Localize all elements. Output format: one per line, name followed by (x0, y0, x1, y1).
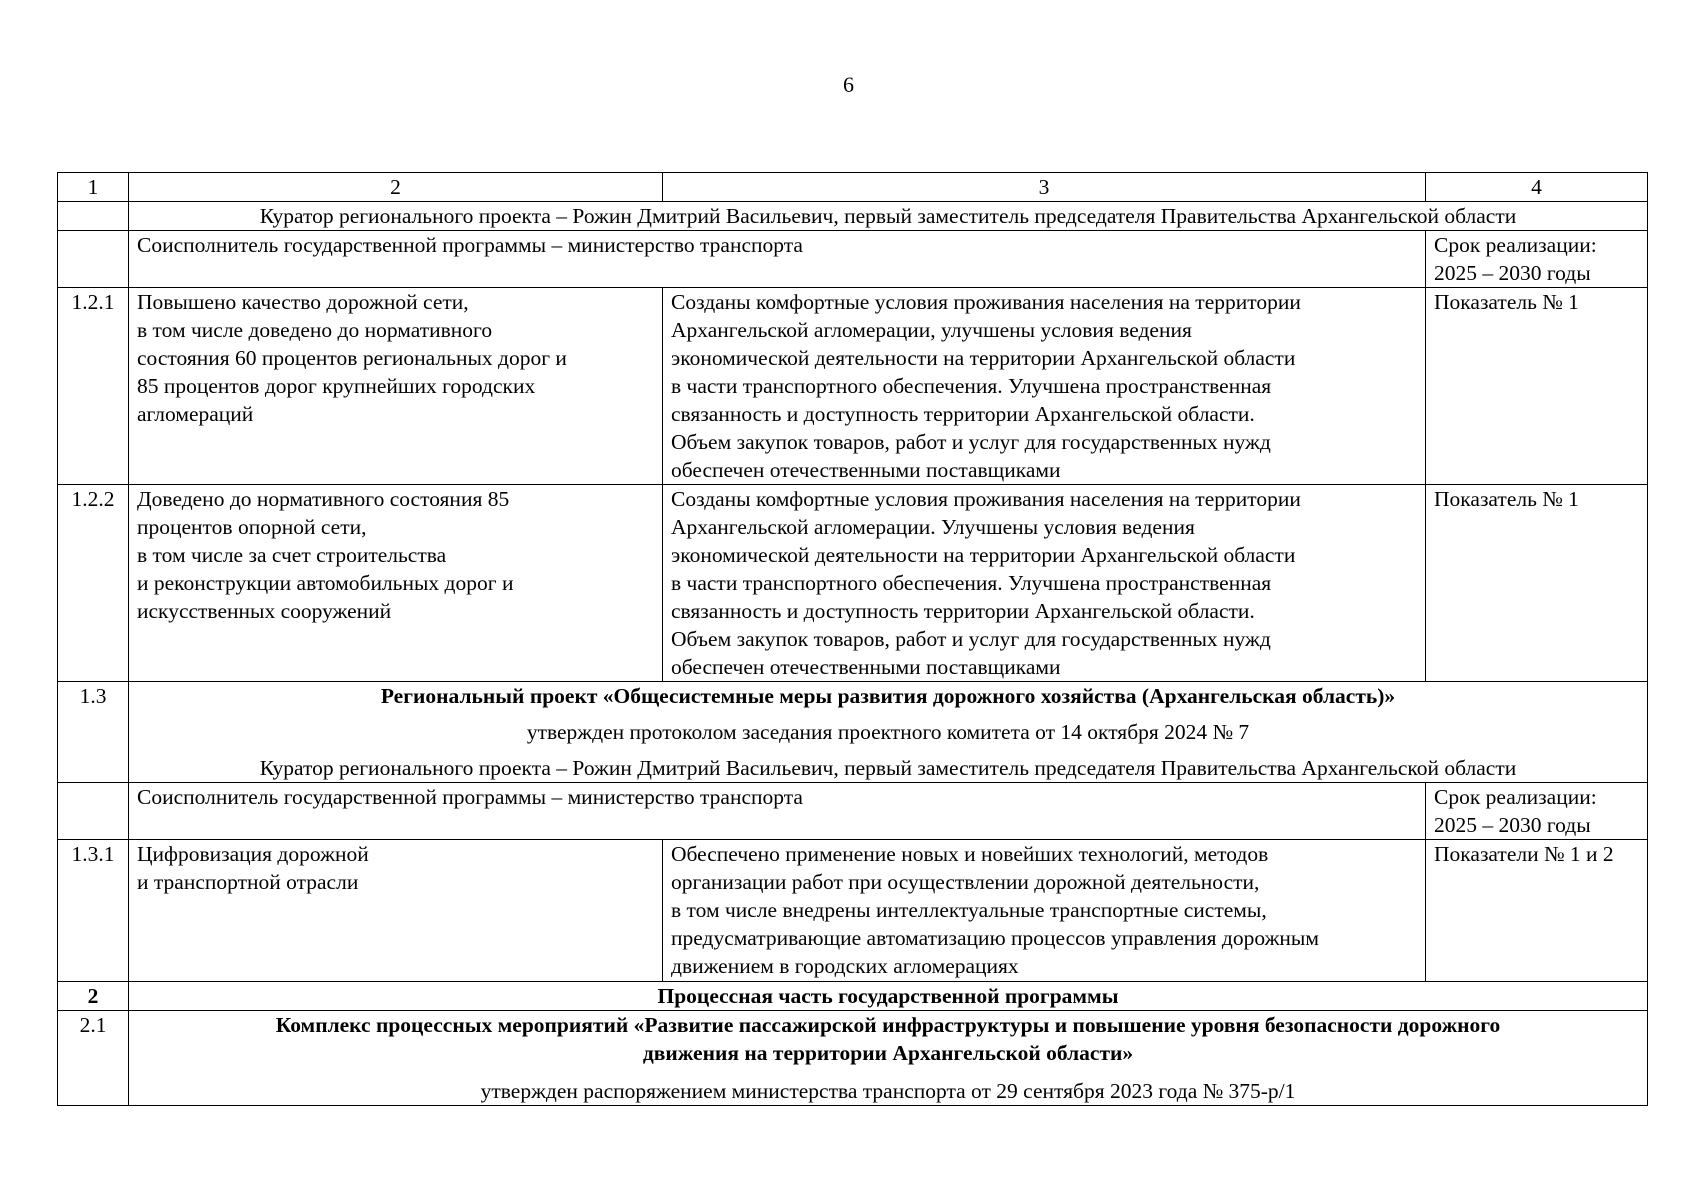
effect-line: Созданы комфортные условия проживания населения на территории (671, 487, 1301, 511)
section-number: 2 (58, 982, 129, 1011)
table-row-1-2-1 (58, 288, 1648, 485)
coexecutor-row (58, 783, 1648, 840)
section-approved: утвержден протоколом заседания проектного комитета от 14 октября 2024 № 7 (526, 720, 1250, 744)
section-title-line: движения на территории Архангельской области» (642, 1041, 1134, 1065)
indicator-cell: Показатель № 1 (1426, 485, 1648, 682)
effect-cell (663, 288, 1426, 485)
term-label: Срок реализации: (1434, 233, 1597, 257)
indicator-cell: Показатели № 1 и 2 (1426, 840, 1648, 982)
task-cell (129, 288, 663, 485)
effect-cell (663, 485, 1426, 682)
effect-line: экономической деятельности на территории Архангельской области (671, 346, 1296, 370)
task-line: Доведено до нормативного состояния 85 (137, 487, 510, 511)
section-number: 2.1 (58, 1011, 129, 1106)
section-title: Процессная часть государственной программы (129, 982, 1648, 1011)
curator-row (58, 202, 1648, 231)
row-number: 1.3.1 (58, 840, 129, 982)
effect-line: в том числе внедрены интеллектуальные транспортные системы, (671, 898, 1267, 922)
term-years: 2025 – 2030 годы (1434, 261, 1591, 285)
task-line: Повышено качество дорожной сети, (137, 290, 469, 314)
task-line: состояния 60 процентов региональных дорог и (137, 346, 567, 370)
effect-line: Архангельской агломерации, улучшены условия ведения (671, 318, 1192, 342)
section-number: 1.3 (58, 682, 129, 783)
implementation-term (1426, 783, 1648, 840)
effect-cell (663, 840, 1426, 982)
section-title: Региональный проект «Общесистемные меры развития дорожного хозяйства (Архангельская область)» (380, 684, 1396, 708)
term-years: 2025 – 2030 годы (1434, 813, 1591, 837)
table-row-1-3-1 (58, 840, 1648, 982)
effect-line: Объем закупок товаров, работ и услуг для государственных нужд (671, 430, 1271, 454)
effect-line: экономической деятельности на территории Архангельской области (671, 543, 1296, 567)
task-line: искусственных сооружений (137, 599, 392, 623)
table-header-row (58, 173, 1648, 202)
table-row-1-2-2 (58, 485, 1648, 682)
task-line: и реконструкции автомобильных дорог и (137, 571, 514, 595)
task-cell (129, 840, 663, 982)
section-cell (129, 1011, 1648, 1106)
section-curator: Куратор регионального проекта – Рожин Дмитрий Васильевич, первый заместитель председателя Правительства Архангельской области (259, 756, 1517, 780)
implementation-term (1426, 231, 1648, 288)
effect-line: организации работ при осуществлении дорожной деятельности, (671, 870, 1260, 894)
header-col-4: 4 (1426, 173, 1648, 202)
section-row-2-1 (58, 1011, 1648, 1106)
header-col-2: 2 (129, 173, 663, 202)
effect-line: Архангельской агломерации. Улучшены условия ведения (671, 515, 1195, 539)
section-row-2 (58, 982, 1648, 1011)
effect-line: предусматривающие автоматизацию процессов управления дорожным (671, 926, 1319, 950)
program-table (57, 172, 1648, 1106)
task-line: 85 процентов дорог крупнейших городских (137, 374, 536, 398)
term-label: Срок реализации: (1434, 785, 1597, 809)
effect-line: в части транспортного обеспечения. Улучшена пространственная (671, 374, 1272, 398)
section-cell (129, 682, 1648, 783)
curator-text: Куратор регионального проекта – Рожин Дмитрий Васильевич, первый заместитель председателя Правительства Архангельской области (129, 202, 1648, 231)
effect-line: Обеспечено применение новых и новейших технологий, методов (671, 842, 1269, 866)
section-approved: утвержден распоряжением министерства транспорта от 29 сентября 2023 года № 375-р/1 (480, 1079, 1296, 1103)
section-title-line: Комплекс процессных мероприятий «Развитие пассажирской инфраструктуры и повышение уровня безопасности дорожного (275, 1013, 1501, 1037)
task-line: в том числе доведено до нормативного (137, 318, 493, 342)
coexecutor-text: Соисполнитель государственной программы – министерство транспорта (129, 231, 1426, 288)
page-number: 6 (843, 72, 854, 97)
effect-line: связанность и доступность территории Архангельской области. (671, 599, 1255, 623)
effect-line: связанность и доступность территории Архангельской области. (671, 402, 1255, 426)
task-line: процентов опорной сети, (137, 515, 367, 539)
effect-line: Созданы комфортные условия проживания населения на территории (671, 290, 1301, 314)
effect-line: обеспечен отечественными поставщиками (671, 655, 1061, 679)
row-number: 1.2.1 (58, 288, 129, 485)
header-col-3: 3 (663, 173, 1426, 202)
task-line: и транспортной отрасли (137, 870, 359, 894)
coexecutor-row (58, 231, 1648, 288)
task-line: агломераций (137, 402, 254, 426)
effect-line: обеспечен отечественными поставщиками (671, 458, 1061, 482)
task-line: Цифровизация дорожной (137, 842, 369, 866)
effect-line: в части транспортного обеспечения. Улучшена пространственная (671, 571, 1272, 595)
task-cell (129, 485, 663, 682)
task-line: в том числе за счет строительства (137, 543, 447, 567)
coexecutor-text: Соисполнитель государственной программы – министерство транспорта (129, 783, 1426, 840)
indicator-cell: Показатель № 1 (1426, 288, 1648, 485)
section-row-1-3 (58, 682, 1648, 783)
row-number: 1.2.2 (58, 485, 129, 682)
effect-line: Объем закупок товаров, работ и услуг для государственных нужд (671, 627, 1271, 651)
effect-line: движением в городских агломерациях (671, 954, 1019, 978)
header-col-1: 1 (58, 173, 129, 202)
